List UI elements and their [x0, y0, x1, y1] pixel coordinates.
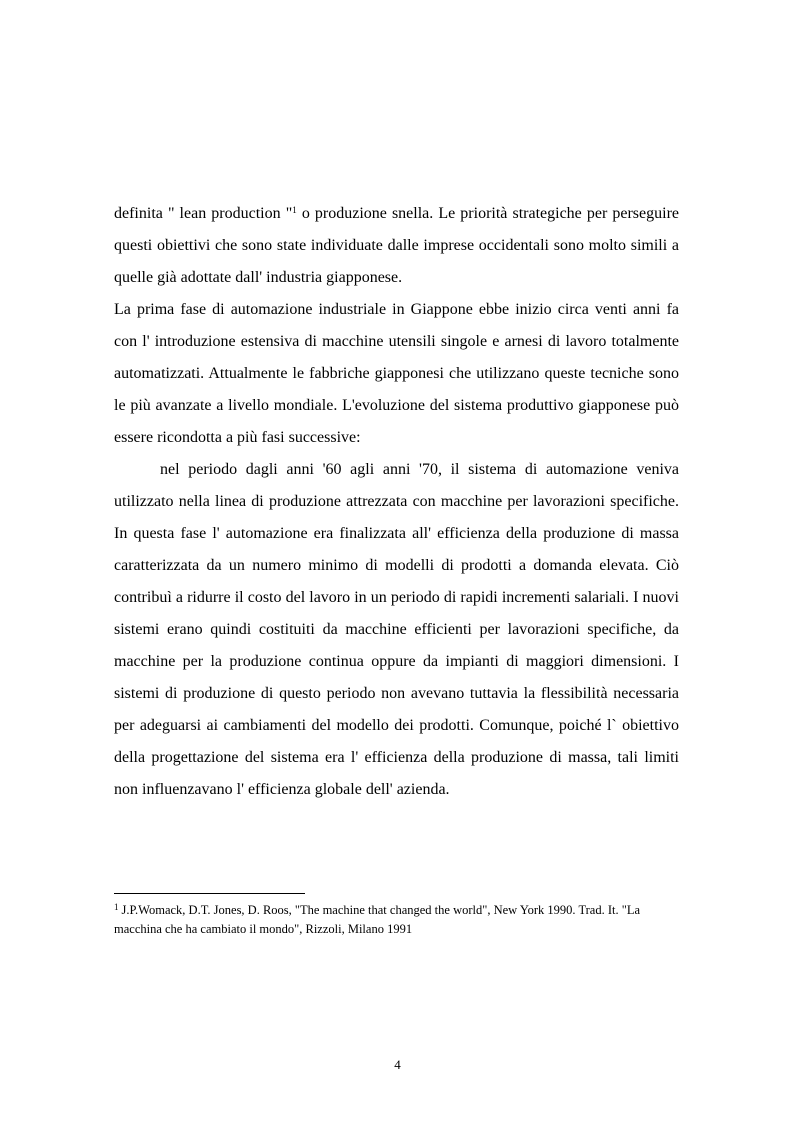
paragraph-2: La prima fase di automazione industriale in Giappone ebbe inizio circa venti anni fa con l' introduzione estensiva di macchine utensili singole e arnesi di lavoro totalmente automatizzati. Attualmente le fabbriche giapponesi che utilizzano queste tecniche sono le più avanzate a livello mondiale. L'evoluzione del sistema produttivo giapponese può essere ricondotta a più fasi successive:: [114, 301, 679, 446]
footnote-number: 1: [114, 902, 119, 912]
footnote-reference: 1: [292, 205, 297, 215]
paragraph-1-end: o produzione snella. Le priorità strategiche per perseguire questi obiettivi che sono state individuate dalle imprese occidentali sono molto simili a quelle già adottate dall' industria giapponese.: [114, 205, 680, 286]
paragraph-3: nel periodo dagli anni '60 agli anni '70, il sistema di automazione veniva utilizzato nella linea di produzione attrezzata con macchine per lavorazioni specifiche. In questa fase l' automazione era finalizzata all' efficienza della produzione di massa caratterizzata da un numero minimo di modelli di prodotti a domanda elevata. Ciò contribuì a ridurre il costo del lavoro in un periodo di rapidi incrementi salariali. I nuovi sistemi erano quindi costituiti da macchine efficienti per lavorazioni specifiche, da macchine per la produzione continua oppure da impianti di maggiori dimensioni. I sistemi di produzione di questo periodo non avevano tuttavia la flessibilità necessaria per adeguarsi ai cambiamenti del modello dei prodotti. Comunque, poiché l` obiettivo della progettazione del sistema era l' efficienza della produzione di massa, tali limiti non influenzavano l' efficienza globale dell' azienda.: [114, 461, 679, 798]
footnote: [114, 901, 684, 939]
paragraph-1-start: definita " lean production ": [114, 205, 293, 222]
footnote-text: J.P.Womack, D.T. Jones, D. Roos, "The machine that changed the world", New York 1990. Trad. It. "La macchina che ha cambiato il mondo", Rizzoli, Milano 1991: [114, 903, 641, 936]
footnote-separator: [114, 893, 305, 894]
body-text: [114, 198, 679, 806]
paragraph-1: [114, 198, 679, 294]
page-number: 4: [394, 1057, 401, 1072]
